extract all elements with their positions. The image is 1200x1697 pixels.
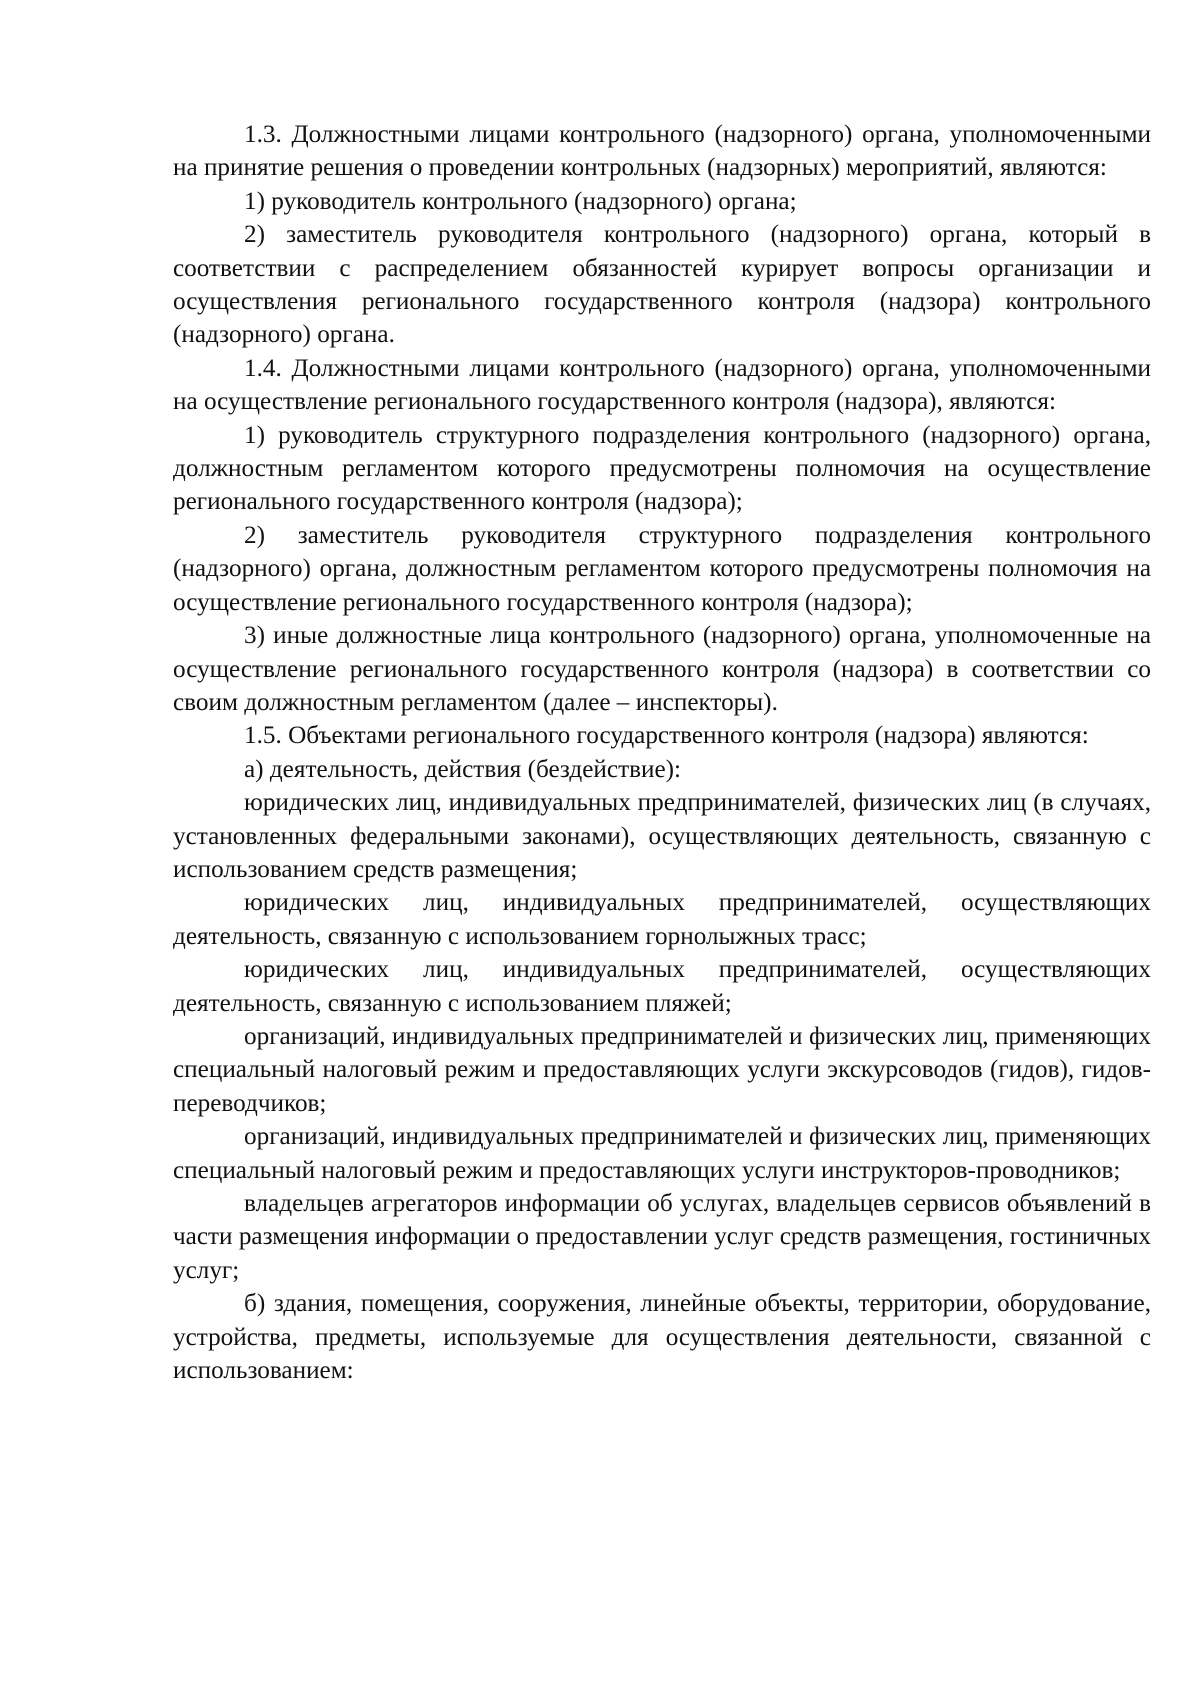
- paragraph-1-5-a-instructors: организаций, индивидуальных предпринимателей и физических лиц, применяющих специальный налоговый режим и предоставляющих услуги инструкторов-проводников;: [173, 1123, 1151, 1184]
- paragraph-1-5-a-beaches: юридических лиц, индивидуальных предпринимателей, осуществляющих деятельность, связанную с использованием пляжей;: [173, 956, 1151, 1017]
- paragraph-1-4-heading: 1.4. Должностными лицами контрольного (надзорного) органа, уполномоченными на осуществление регионального государственного контроля (надзора), являются:: [173, 354, 1151, 416]
- paragraph-1-4-item-2: 2) заместитель руководителя структурного подразделения контрольного (надзорного) органа, должностным регламентом которого предусмотрены полномочия на осуществление регионального государственного контроля (надзора);: [173, 521, 1151, 616]
- paragraph-1-5-a-ski-slopes: юридических лиц, индивидуальных предпринимателей, осуществляющих деятельность, связанную с использованием горнолыжных трасс;: [173, 889, 1151, 950]
- paragraph-1-4-item-1: 1) руководитель структурного подразделения контрольного (надзорного) органа, должностным регламентом которого предусмотрены полномочия на осуществление регионального государственного контроля (надзора);: [173, 421, 1151, 516]
- document-body: [173, 118, 1151, 1387]
- paragraph-1-5-a-aggregators: владельцев агрегаторов информации об услугах, владельцев сервисов объявлений в части размещения информации о предоставлении услуг средств размещения, гостиничных услуг;: [173, 1190, 1151, 1284]
- paragraph-1-5-a-accommodation: юридических лиц, индивидуальных предпринимателей, физических лиц (в случаях, установленных федеральными законами), осуществляющих деятельность, связанную с использованием средств размещения;: [173, 789, 1151, 883]
- paragraph-1-5-item-b: б) здания, помещения, сооружения, линейные объекты, территории, оборудование, устройства, предметы, используемые для осуществления деятельности, связанной с использованием:: [173, 1290, 1151, 1385]
- paragraph-1-3-item-1: 1) руководитель контрольного (надзорного) органа;: [244, 187, 797, 215]
- paragraph-1-3-item-2: 2) заместитель руководителя контрольного (надзорного) органа, который в соответствии с распределением обязанностей курирует вопросы организации и осуществления регионального государственного контроля (надзора) контрольного (надзорного) органа.: [173, 221, 1151, 349]
- paragraph-1-4-item-3: 3) иные должностные лица контрольного (надзорного) органа, уполномоченные на осуществление регионального государственного контроля (надзора) в соответствии со своим должностным регламентом (далее – инспекторы).: [173, 622, 1151, 716]
- paragraph-1-3-heading: 1.3. Должностными лицами контрольного (надзорного) органа, уполномоченными на принятие решения о проведении контрольных (надзорных) мероприятий, являются:: [173, 121, 1151, 182]
- paragraph-1-5-a-guides: организаций, индивидуальных предпринимателей и физических лиц, применяющих специальный налоговый режим и предоставляющих услуги экскурсоводов (гидов), гидов-переводчиков;: [173, 1022, 1151, 1117]
- paragraph-1-5-heading: 1.5. Объектами регионального государственного контроля (надзора) являются:: [244, 722, 1089, 750]
- paragraph-1-5-item-a: а) деятельность, действия (бездействие):: [244, 755, 682, 783]
